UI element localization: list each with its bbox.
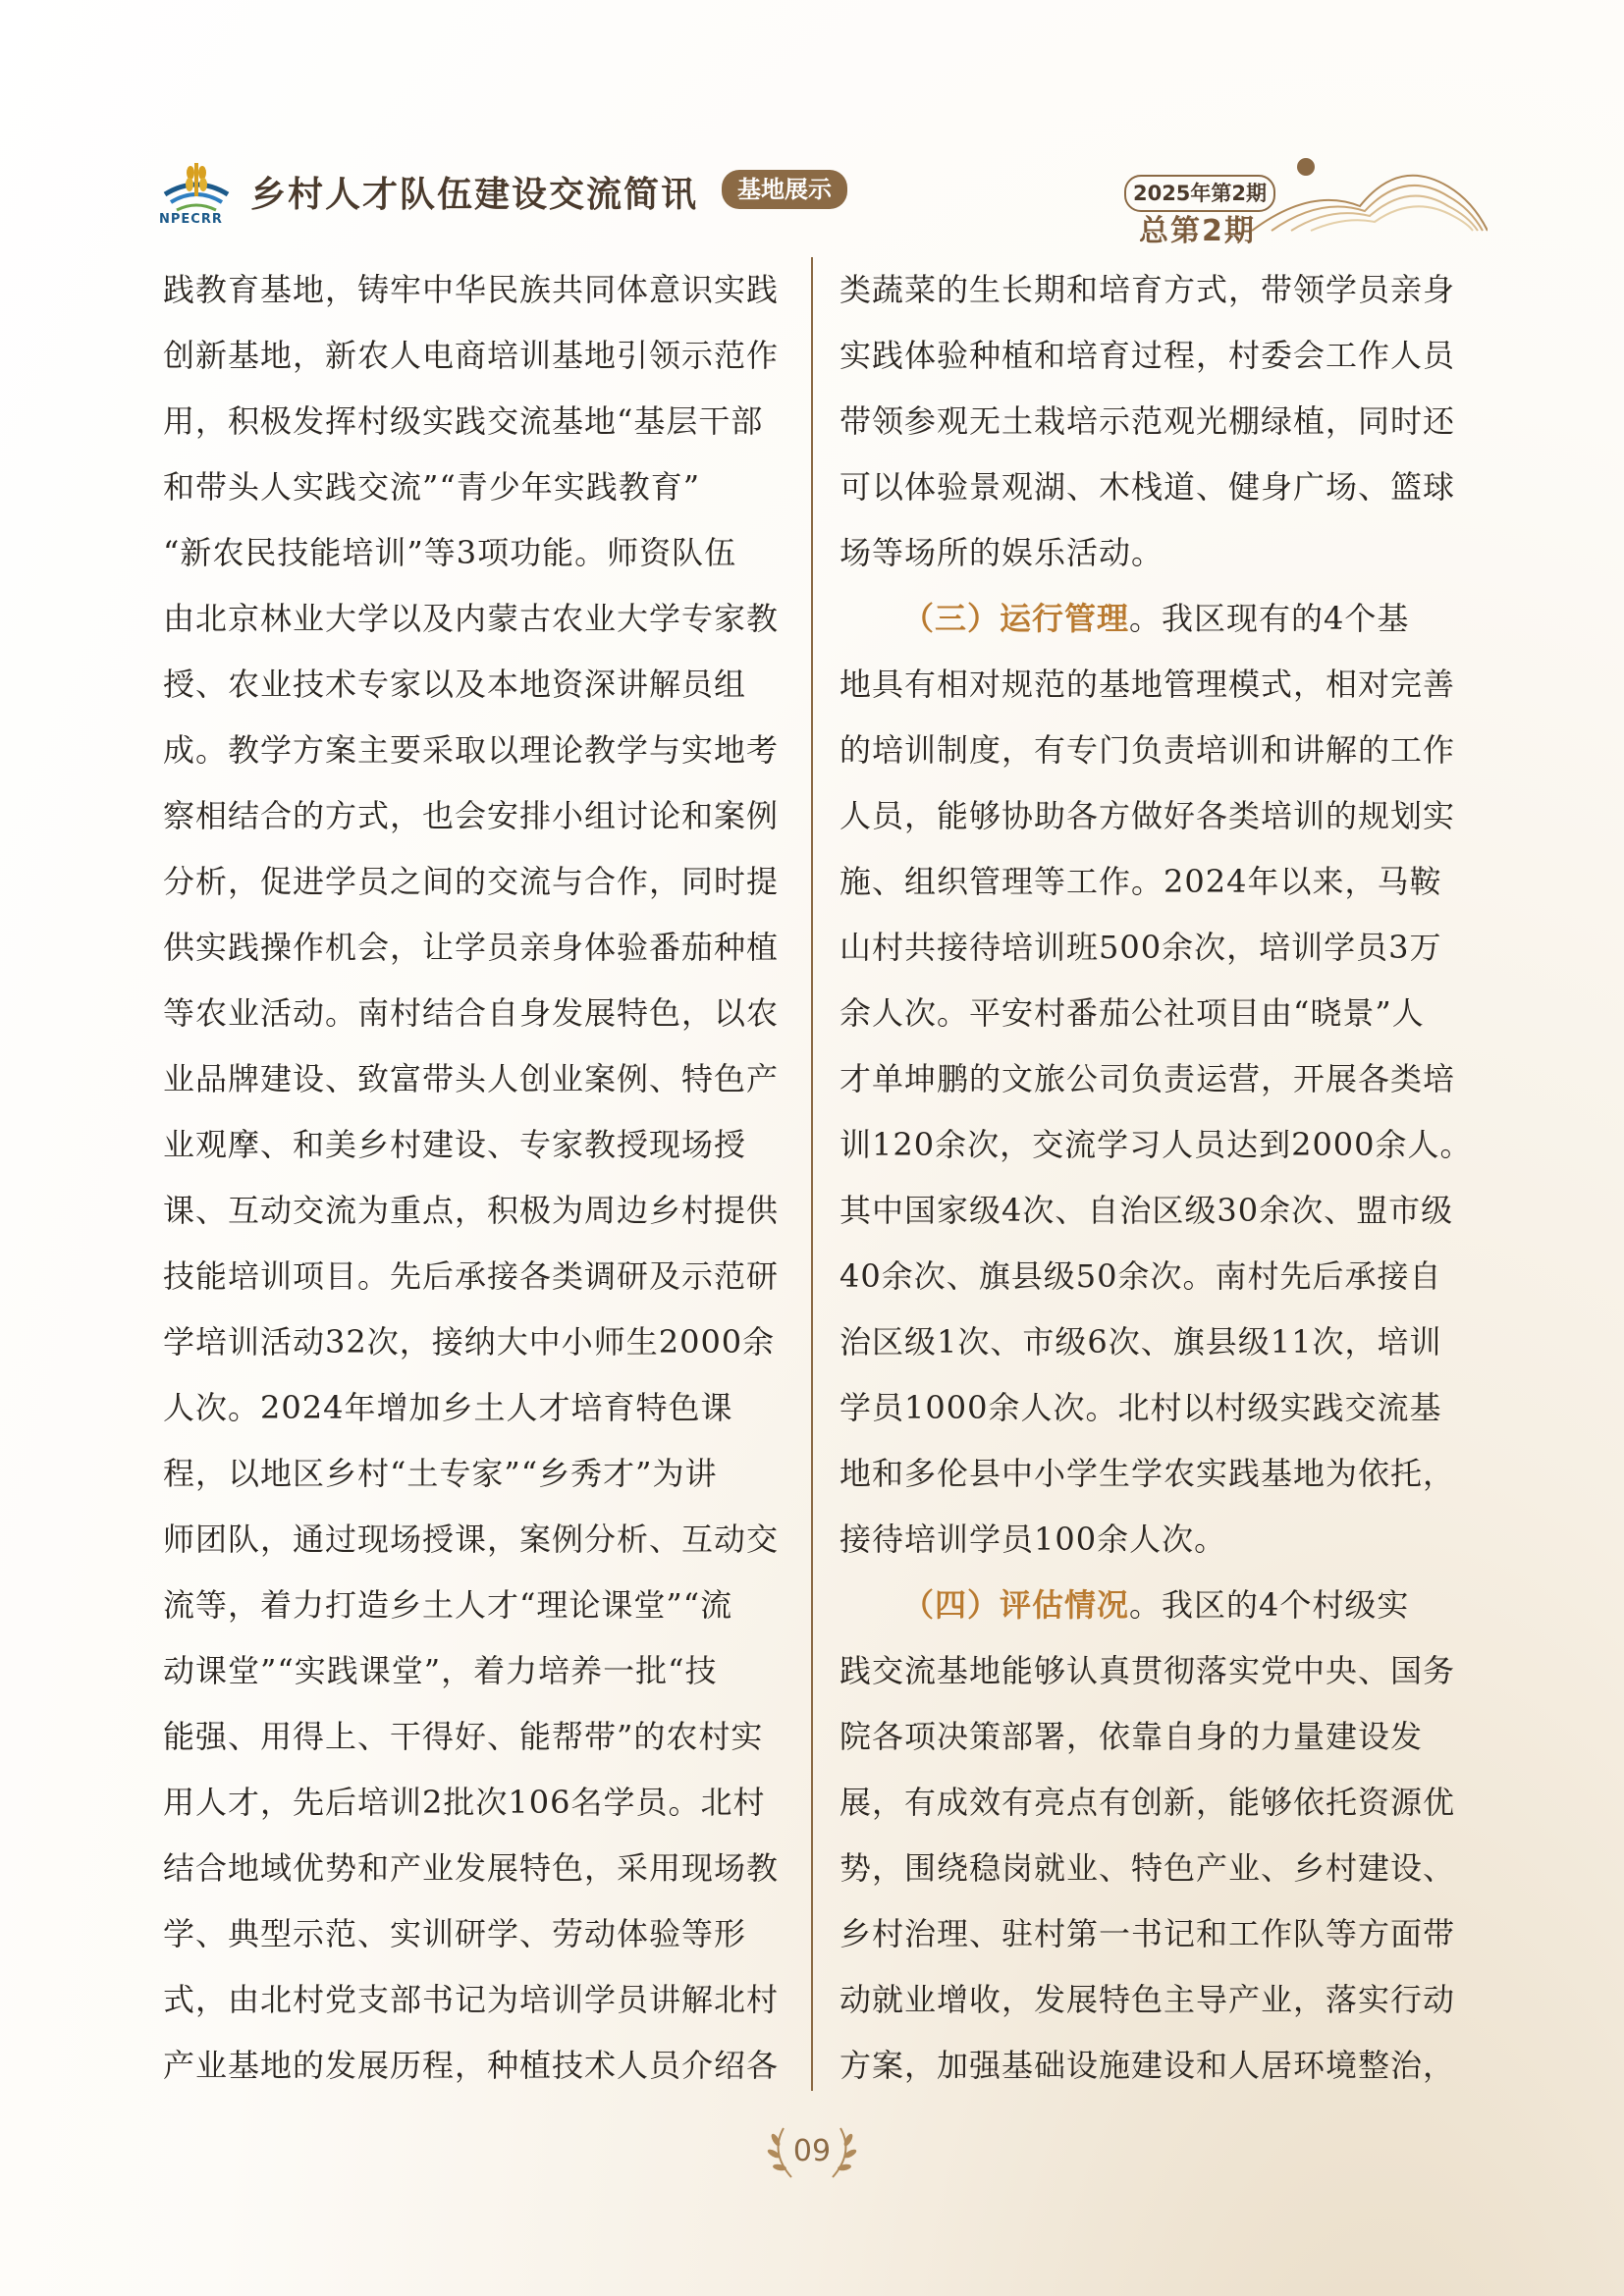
text-content: 可以体验景观湖、木栈道、健身广场、篮球 bbox=[839, 468, 1456, 506]
text-line bbox=[839, 1441, 1468, 1507]
text-line bbox=[839, 586, 1468, 652]
text-content: 动就业增收，发展特色主导产业，落实行动 bbox=[839, 1981, 1456, 2018]
text-content: 带领参观无土栽培示范观光棚绿植，同时还 bbox=[839, 402, 1456, 440]
text-line bbox=[839, 454, 1468, 520]
text-line: 用，积极发挥村级实践交流基地“基层干部 bbox=[163, 402, 764, 440]
text-line: 用人才，先后培训2批次106名学员。北村 bbox=[163, 1784, 766, 1821]
issue-label: 2025年第2期 bbox=[1124, 175, 1275, 212]
page-number bbox=[762, 2118, 862, 2187]
text-line: 动课堂”“实践课堂”，着力培养一批“技 bbox=[163, 1652, 718, 1689]
text-content: 。我区的4个村级实 bbox=[1129, 1586, 1410, 1624]
text-line bbox=[839, 257, 1468, 323]
text-line bbox=[839, 1507, 1468, 1573]
text-content: 40余次、旗县级50余次。南村先后承接自 bbox=[839, 1257, 1442, 1295]
text-line: 成。教学方案主要采取以理论教学与实地考 bbox=[163, 731, 780, 769]
text-line bbox=[839, 1375, 1468, 1441]
text-line: 流等，着力打造乡土人才“理论课堂”“流 bbox=[163, 1586, 733, 1624]
text-line bbox=[839, 783, 1468, 849]
page-header bbox=[157, 147, 1473, 255]
text-content: 才单坤鹏的文旅公司负责运营，开展各类培 bbox=[839, 1060, 1456, 1097]
text-line: 察相结合的方式，也会安排小组讨论和案例 bbox=[163, 797, 780, 834]
text-line bbox=[839, 1309, 1468, 1375]
text-line: 结合地域优势和产业发展特色，采用现场教 bbox=[163, 1849, 780, 1887]
text-content: 势，围绕稳岗就业、特色产业、乡村建设、 bbox=[839, 1849, 1456, 1887]
text-line: 课、互动交流为重点，积极为周边乡村提供 bbox=[163, 1192, 780, 1229]
text-content: 余人次。平安村番茄公社项目由“晓景”人 bbox=[839, 994, 1425, 1032]
text-line: 分析，促进学员之间的交流与合作，同时提 bbox=[163, 863, 780, 900]
text-line: 由北京林业大学以及内蒙古农业大学专家教 bbox=[163, 600, 780, 637]
logo-text: NPECRR bbox=[159, 212, 223, 227]
text-line bbox=[839, 1836, 1468, 1901]
text-line: 和带头人实践交流”“青少年实践教育” bbox=[163, 468, 701, 506]
text-line bbox=[839, 520, 1468, 586]
text-line bbox=[839, 718, 1468, 783]
text-line bbox=[839, 1573, 1468, 1638]
text-content: 人员，能够协助各方做好各类培训的规划实 bbox=[839, 797, 1456, 834]
article-column-right bbox=[839, 257, 1473, 2099]
column-divider bbox=[811, 257, 813, 2091]
text-content: 学员1000余人次。北村以村级实践交流基 bbox=[839, 1389, 1442, 1426]
text-line bbox=[839, 652, 1468, 718]
text-content: 其中国家级4次、自治区级30余次、盟市级 bbox=[839, 1192, 1454, 1229]
text-content: 治区级1次、市级6次、旗县级11次，培训 bbox=[839, 1323, 1442, 1361]
text-line bbox=[839, 1112, 1473, 1178]
text-line bbox=[839, 323, 1468, 389]
text-content: 。我区现有的4个基 bbox=[1129, 600, 1410, 637]
text-content: 训120余次，交流学习人员达到2000余人。 bbox=[839, 1126, 1473, 1163]
text-line bbox=[839, 915, 1468, 981]
text-line: 能强、用得上、干得好、能帮带”的农村实 bbox=[163, 1718, 764, 1755]
text-content: 施、组织管理等工作。2024年以来，马鞍 bbox=[839, 863, 1442, 900]
text-content: 乡村治理、驻村第一书记和工作队等方面带 bbox=[839, 1915, 1456, 1952]
text-line bbox=[839, 389, 1468, 454]
section-heading: （四）评估情况 bbox=[902, 1586, 1130, 1624]
text-line bbox=[839, 1967, 1468, 2033]
text-content: 方案，加强基础设施建设和人居环境整治， bbox=[839, 2047, 1456, 2084]
text-line: 产业基地的发展历程，种植技术人员介绍各 bbox=[163, 2047, 780, 2084]
text-line: 业品牌建设、致富带头人创业案例、特色产 bbox=[163, 1060, 780, 1097]
text-line bbox=[839, 1704, 1468, 1770]
text-line: 技能培训项目。先后承接各类调研及示范研 bbox=[163, 1257, 780, 1295]
text-line: 师团队，通过现场授课，案例分析、互动交 bbox=[163, 1521, 780, 1558]
text-line: 授、农业技术专家以及本地资深讲解员组 bbox=[163, 666, 747, 703]
text-content: 展，有成效有亮点有创新，能够依托资源优 bbox=[839, 1784, 1456, 1821]
text-content: 类蔬菜的生长期和培育方式，带领学员亲身 bbox=[839, 271, 1456, 308]
text-content: 践交流基地能够认真贯彻落实党中央、国务 bbox=[839, 1652, 1456, 1689]
section-badge: 基地展示 bbox=[722, 170, 847, 209]
text-line bbox=[839, 1046, 1468, 1112]
publication-title: 乡村人才队伍建设交流简讯 bbox=[250, 175, 699, 215]
text-line bbox=[839, 849, 1468, 915]
text-line bbox=[839, 1770, 1468, 1836]
text-line bbox=[839, 1244, 1468, 1309]
text-line: 程，以地区乡村“土专家”“乡秀才”为讲 bbox=[163, 1455, 718, 1492]
mountain-sun-icon bbox=[1252, 147, 1488, 236]
text-line: 供实践操作机会，让学员亲身体验番茄种植 bbox=[163, 929, 780, 966]
text-content: 地和多伦县中小学生学农实践基地为依托， bbox=[839, 1455, 1456, 1492]
issue-total: 总第2期 bbox=[1139, 214, 1256, 248]
page-number-text: 09 bbox=[792, 2134, 832, 2168]
text-content: 接待培训学员100余人次。 bbox=[839, 1521, 1227, 1558]
text-line: 学、典型示范、实训研学、劳动体验等形 bbox=[163, 1915, 747, 1952]
text-content: 院各项决策部署，依靠自身的力量建设发 bbox=[839, 1718, 1424, 1755]
text-line bbox=[839, 1638, 1468, 1704]
text-line: 业观摩、和美乡村建设、专家教授现场授 bbox=[163, 1126, 747, 1163]
text-content: 的培训制度，有专门负责培训和讲解的工作 bbox=[839, 731, 1456, 769]
text-line bbox=[839, 1901, 1468, 1967]
text-content: 实践体验种植和培育过程，村委会工作人员 bbox=[839, 337, 1456, 374]
text-content: 地具有相对规范的基地管理模式，相对完善 bbox=[839, 666, 1456, 703]
text-line: 践教育基地，铸牢中华民族共同体意识实践 bbox=[163, 271, 780, 308]
text-line: 式，由北村党支部书记为培训学员讲解北村 bbox=[163, 1981, 780, 2018]
article-column-left bbox=[163, 257, 791, 2099]
text-line: 学培训活动32次，接纳大中小师生2000余 bbox=[163, 1323, 776, 1361]
text-line bbox=[839, 1178, 1468, 1244]
text-line: “新农民技能培训”等3项功能。师资队伍 bbox=[163, 534, 737, 571]
text-line: 创新基地，新农人电商培训基地引领示范作 bbox=[163, 337, 780, 374]
section-heading: （三）运行管理 bbox=[902, 600, 1130, 637]
text-line: 人次。2024年增加乡土人才培育特色课 bbox=[163, 1389, 733, 1426]
text-line: 等农业活动。南村结合自身发展特色，以农 bbox=[163, 994, 780, 1032]
text-content: 场等场所的娱乐活动。 bbox=[839, 534, 1164, 571]
text-line bbox=[839, 981, 1468, 1046]
text-line bbox=[839, 2033, 1468, 2099]
text-content: 山村共接待培训班500余次，培训学员3万 bbox=[839, 929, 1442, 966]
